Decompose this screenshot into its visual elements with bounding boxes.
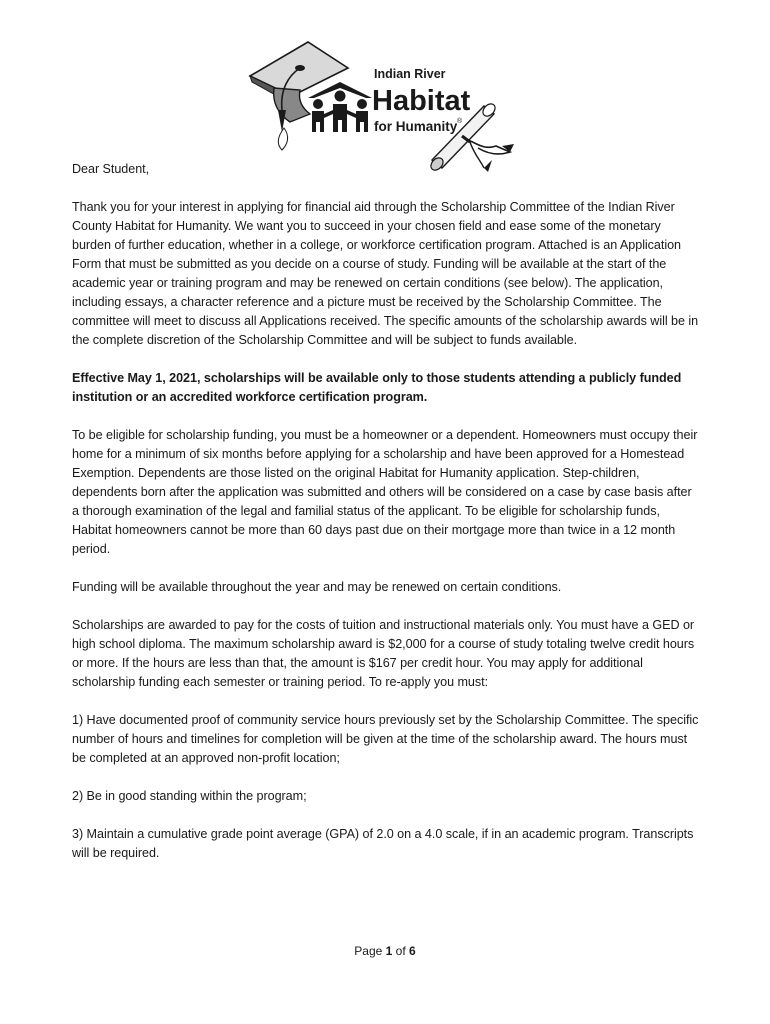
page-word: Page — [354, 944, 383, 958]
funding-paragraph: Funding will be available throughout the year and may be renewed on certain conditions. — [72, 580, 562, 594]
eligibility-paragraph: To be eligible for scholarship funding, you must be a homeowner or a dependent. Homeowners must occupy their home for a minimum of six months before applying for a scholarship and have been approved for a Homestead Exemption. Dependents are those listed on the original Habitat for Humanity application. Step-children, dependents born after the application was submitted and others will be considered on a case by case basis after a thorough examination of the legal and familial status of the applicant. To be eligible for scholarship funds, Habitat homeowners cannot be more than 60 days past due on their mortgage more than twice in a 12 month period. — [72, 428, 698, 556]
total-page-number: 6 — [409, 944, 416, 958]
current-page-number: 1 — [385, 944, 393, 958]
greeting: Dear Student, — [72, 162, 150, 176]
logo-line2: Habitat — [372, 85, 471, 117]
logo-graphic — [248, 32, 516, 172]
effective-date-notice: Effective May 1, 2021, scholarships will be available only to those students attending a publicly funded institution or an accredited workforce certification program. — [72, 371, 682, 404]
intro-paragraph: Thank you for your interest in applying for financial aid through the Scholarship Committee of the Indian River County Habitat for Humanity. We want you to succeed in your chosen field and ease some of the monetary burden of further education, whether in a college, or workforce certification program. Attached is an Application Form that must be submitted as you decide on a course of study. Funding will be available at the start of the academic year or training program and may be renewed on certain conditions (see below). The application, including essays, a character reference and a picture must be received by the Scholarship Committee. The committee will meet to discuss all Applications received. The specific amounts of the scholarship awards will be in the complete discretion of the Scholarship Committee and will be subject to funds available. — [72, 200, 699, 347]
award-paragraph: Scholarships are awarded to pay for the costs of tuition and instructional materials only. You must have a GED or high school diploma. The maximum scholarship award is $2,000 for a course of study totaling twelve credit hours or more. If the hours are less than that, the amount is $167 per credit hour. You may apply for additional scholarship funding each semester or training period. To re-apply you must: — [72, 618, 695, 689]
letter-body — [72, 160, 700, 882]
habitat-figures-icon — [308, 82, 372, 132]
requirement-item-1: 1) Have documented proof of community service hours previously set by the Scholarship Committee. The specific number of hours and timelines for completion will be given at the time of the scholarship award. The hours must be completed at an approved non-profit location; — [72, 713, 699, 765]
logo-registered-mark: ® — [457, 118, 463, 125]
graduation-cap-icon — [250, 42, 348, 150]
requirement-item-2: 2) Be in good standing within the program; — [72, 789, 307, 803]
logo-line1: Indian River — [374, 67, 446, 81]
of-word: of — [395, 944, 406, 958]
habitat-logo — [248, 32, 516, 172]
requirement-item-3: 3) Maintain a cumulative grade point average (GPA) of 2.0 on a 4.0 scale, if in an academic program. Transcripts will be required. — [72, 827, 694, 860]
page-footer — [0, 943, 770, 959]
logo-line3: for Humanity — [374, 119, 458, 134]
